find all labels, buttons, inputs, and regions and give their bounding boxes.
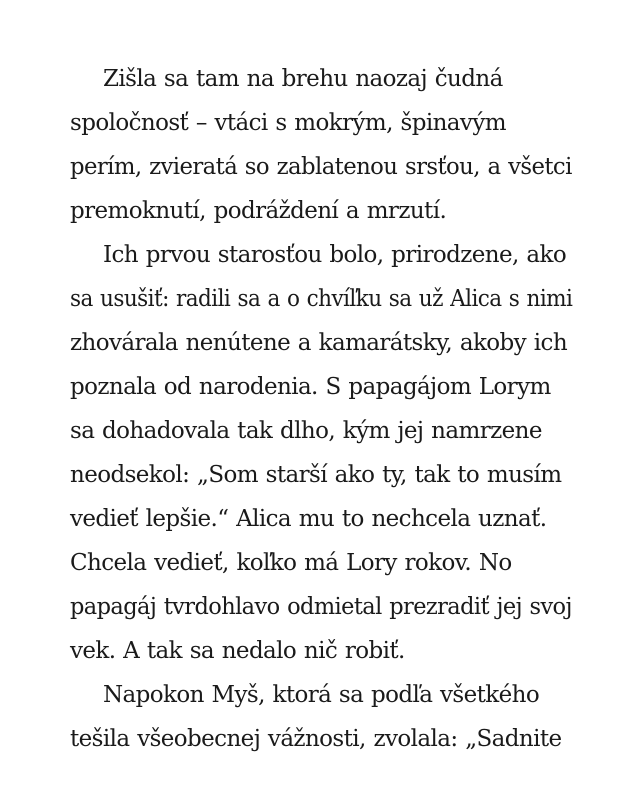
paragraph-1-line-1: Zišla sa tam na brehu naozaj čudná xyxy=(103,66,503,92)
paragraph-2-line-10: vek. A tak sa nedalo nič robiť. xyxy=(70,638,405,664)
paragraph-2-line-9: papagáj tvrdohlavo odmietal prezradiť jej svoj xyxy=(70,594,572,620)
paragraph-2-line-3: zhovárala nenútene a kamarátsky, akoby ich xyxy=(70,330,568,356)
paragraph-1-line-4: premoknutí, podráždení a mrzutí. xyxy=(70,198,447,224)
paragraph-2-line-6: neodsekol: „Som starší ako ty, tak to musím xyxy=(70,462,562,488)
paragraph-2-line-8: Chcela vedieť, koľko má Lory rokov. No xyxy=(70,550,512,576)
paragraph-1-line-2: spoločnosť – vtáci s mokrým, špinavým xyxy=(70,110,506,136)
paragraph-1-line-3: perím, zvieratá so zablatenou srsťou, a všetci xyxy=(70,154,572,180)
paragraph-3-line-2: tešila všeobecnej vážnosti, zvolala: „Sadnite xyxy=(70,726,562,752)
paragraph-2-line-1: Ich prvou starosťou bolo, prirodzene, ako xyxy=(103,242,567,268)
paragraph-2-line-4: poznala od narodenia. S papagájom Lorym xyxy=(70,374,551,400)
paragraph-2-line-2: sa usušiť: radili sa a o chvíľku sa už Alica s nimi xyxy=(70,286,573,312)
paragraph-2-line-5: sa dohadovala tak dlho, kým jej namrzene xyxy=(70,418,542,444)
paragraph-3-line-1: Napokon Myš, ktorá sa podľa všetkého xyxy=(103,682,540,708)
paragraph-2-line-7: vedieť lepšie.“ Alica mu to nechcela uznať. xyxy=(70,506,547,532)
